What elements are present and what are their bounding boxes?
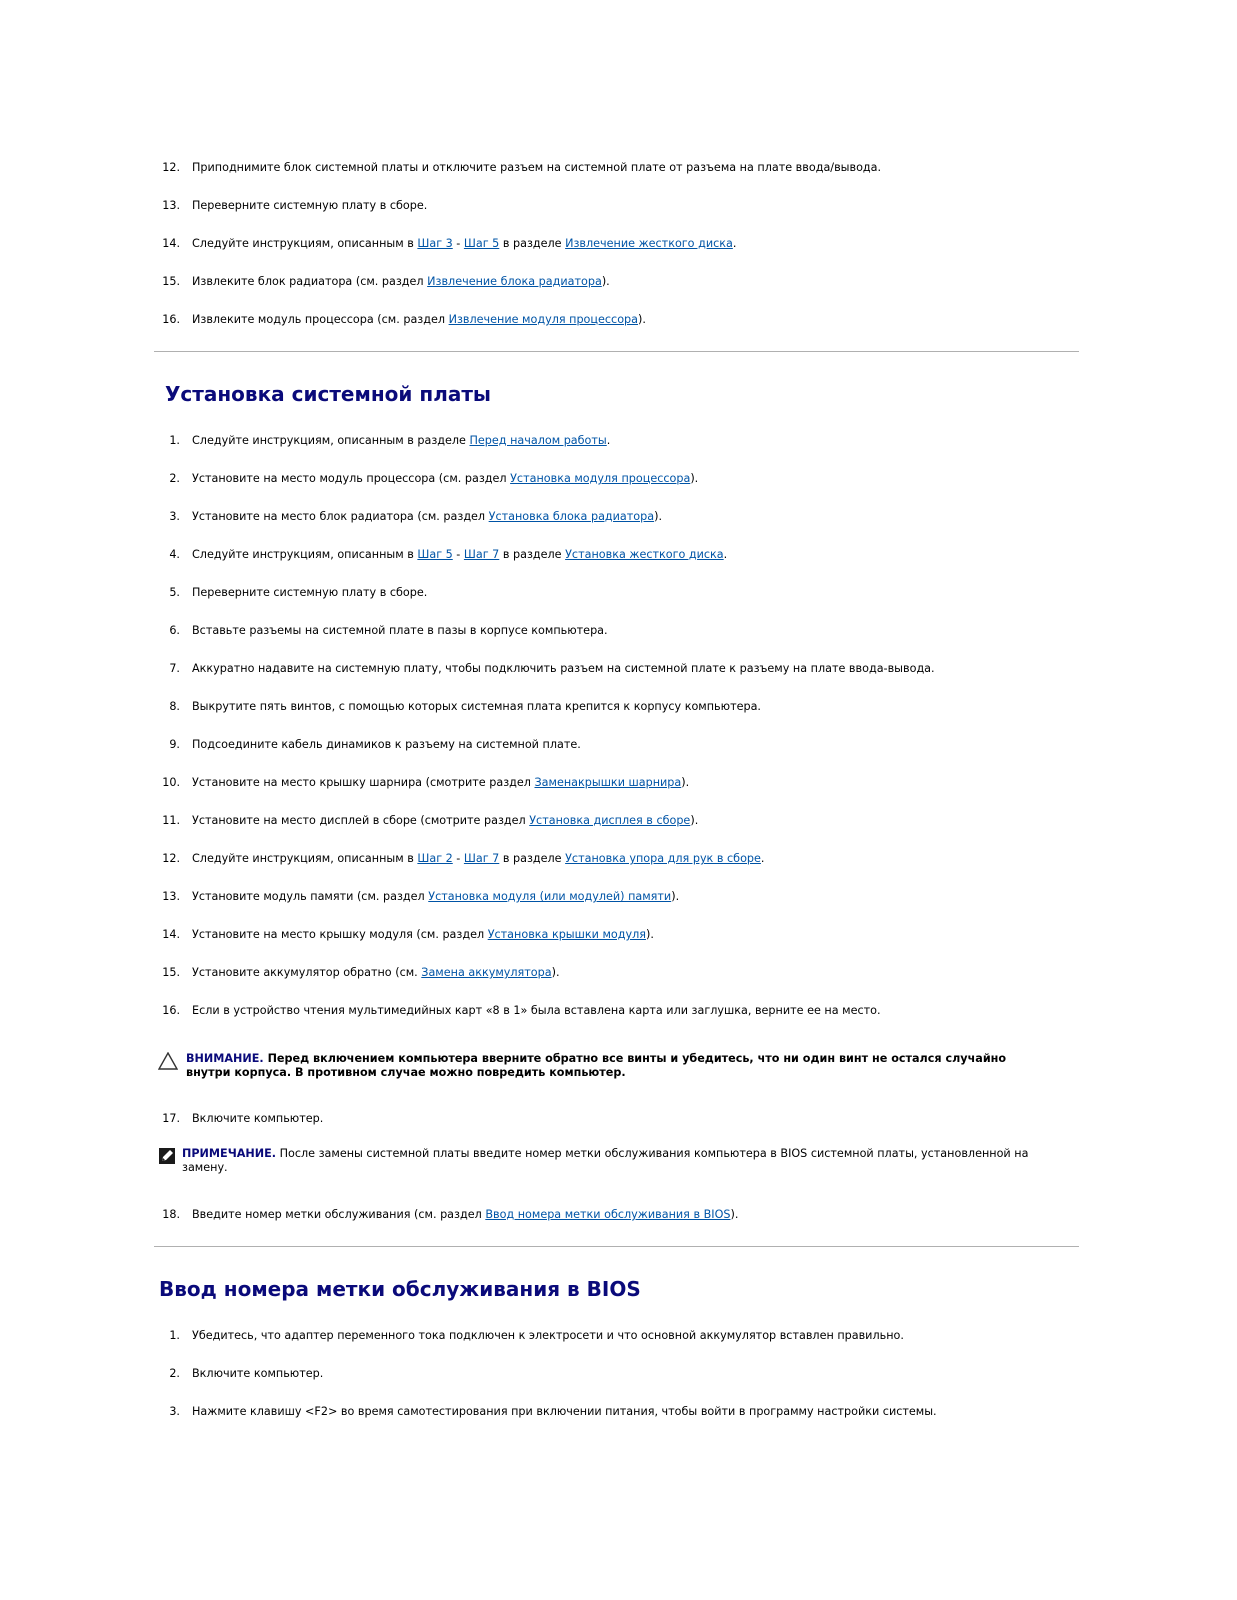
item-text: Если в устройство чтения мультимедийных карт «8 в 1» была вставлена карта или заглушка, верните ее на место. <box>192 1004 881 1017</box>
link-install-heatsink[interactable]: Установка блока радиатора <box>488 510 655 523</box>
item-text: Установите аккумулятор обратно (см. <box>192 966 422 979</box>
link-step-7[interactable]: Шаг 7 <box>463 852 500 865</box>
item-text: . <box>606 434 611 447</box>
note-pencil-icon <box>158 1147 176 1168</box>
link-remove-hdd[interactable]: Извлечение жесткого диска <box>565 237 733 250</box>
link-before-start[interactable]: Перед началом работы <box>469 434 607 447</box>
item-number: 16. <box>162 313 180 326</box>
item-number: 15. <box>162 275 180 288</box>
section-divider <box>154 351 1079 352</box>
item-number: 15. <box>162 966 180 979</box>
item-number: 13. <box>162 199 180 212</box>
item-text: ). <box>690 814 699 827</box>
item-text: Аккуратно надавите на системную плату, чтобы подключить разъем на системной плате к разъему на плате ввода-вывода. <box>192 662 935 675</box>
item-text: Выкрутите пять винтов, с помощью которых системная плата крепится к корпусу компьютера. <box>192 700 761 713</box>
item-number: 16. <box>162 1004 180 1017</box>
item-text: Приподнимите блок системной платы и отключите разъем на системной плате от разъема на плате ввода/вывода. <box>192 161 882 174</box>
link-step-5[interactable]: Шаг 5 <box>463 237 500 250</box>
link-install-palmrest[interactable]: Установка упора для рук в сборе <box>565 852 761 865</box>
note-text <box>182 1147 1032 1174</box>
item-text: - <box>452 237 464 250</box>
item-text: Подсоедините кабель динамиков к разъему на системной плате. <box>192 738 581 751</box>
item-text: ). <box>601 275 610 288</box>
item-text: Установите на место блок радиатора (см. раздел <box>192 510 489 523</box>
item-number: 2. <box>169 1367 180 1380</box>
link-remove-heatsink[interactable]: Извлечение блока радиатора <box>427 275 602 288</box>
item-number: 14. <box>162 928 180 941</box>
item-text: Вставьте разъемы на системной плате в пазы в корпусе компьютера. <box>192 624 608 637</box>
item-number: 17. <box>162 1112 180 1125</box>
item-text: Следуйте инструкциям, описанным в <box>192 852 418 865</box>
item-text: в разделе <box>499 852 566 865</box>
note-body: После замены системной платы введите номер метки обслуживания компьютера в BIOS системной платы, установленной на замену. <box>182 1147 1029 1174</box>
item-number: 12. <box>162 852 180 865</box>
item-text: в разделе <box>499 548 566 561</box>
item-text: ). <box>681 776 690 789</box>
item-number: 2. <box>169 472 180 485</box>
item-text: ). <box>654 510 663 523</box>
item-text: . <box>723 548 728 561</box>
item-text: Установите на место крышку модуля (см. раздел <box>192 928 488 941</box>
caution-body: Перед включением компьютера вверните обратно все винты и убедитесь, что ни один винт не остался случайно внутри корпуса. В противном случае можно повредить компьютер. <box>186 1052 1007 1079</box>
item-number: 3. <box>169 1405 180 1418</box>
item-text: Извлеките модуль процессора (см. раздел <box>192 313 449 326</box>
item-number: 14. <box>162 237 180 250</box>
item-text: ). <box>730 1208 739 1221</box>
item-text: . <box>760 852 765 865</box>
item-text: ). <box>551 966 560 979</box>
link-step-3[interactable]: Шаг 3 <box>417 237 453 250</box>
link-install-memory[interactable]: Установка модуля (или модулей) памяти <box>428 890 672 903</box>
item-text: Включите компьютер. <box>192 1367 324 1380</box>
caution-label: ВНИМАНИЕ. <box>186 1052 264 1065</box>
link-step-7[interactable]: Шаг 7 <box>463 548 500 561</box>
item-text: Переверните системную плату в сборе. <box>192 199 428 212</box>
item-number: 8. <box>169 700 180 713</box>
item-text: Включите компьютер. <box>192 1112 324 1125</box>
link-remove-cpu[interactable]: Извлечение модуля процессора <box>448 313 638 326</box>
link-install-cpu[interactable]: Установка модуля процессора <box>510 472 691 485</box>
item-text: . <box>732 237 737 250</box>
item-number: 11. <box>162 814 180 827</box>
item-text: ). <box>638 313 646 326</box>
item-number: 10. <box>162 776 180 789</box>
link-step-2[interactable]: Шаг 2 <box>417 852 453 865</box>
item-text: ). <box>690 472 699 485</box>
link-step-5[interactable]: Шаг 5 <box>417 548 453 561</box>
item-text: Следуйте инструкциям, описанным в разделе <box>192 434 470 447</box>
item-text: Установите на место модуль процессора (см. раздел <box>192 472 511 485</box>
item-text: - <box>452 548 464 561</box>
item-text: Следуйте инструкциям, описанным в <box>192 237 418 250</box>
item-number: 7. <box>169 662 180 675</box>
item-text: в разделе <box>499 237 566 250</box>
section-title-bios: Ввод номера метки обслуживания в BIOS <box>159 1277 641 1301</box>
item-number: 6. <box>169 624 180 637</box>
item-number: 12. <box>162 161 180 174</box>
link-hinge-cover[interactable]: Заменакрышки шарнира <box>534 776 682 789</box>
note-label: ПРИМЕЧАНИЕ. <box>182 1147 277 1160</box>
item-text: Извлеките блок радиатора (см. раздел <box>192 275 428 288</box>
link-bios-service-tag[interactable]: Ввод номера метки обслуживания в BIOS <box>485 1208 731 1221</box>
link-install-display[interactable]: Установка дисплея в сборе <box>529 814 691 827</box>
item-number: 9. <box>169 738 180 751</box>
item-number: 4. <box>169 548 180 561</box>
item-text: Следуйте инструкциям, описанным в <box>192 548 418 561</box>
caution-icon <box>158 1052 178 1073</box>
note-notice <box>158 1147 1038 1177</box>
item-text: ). <box>645 928 654 941</box>
link-install-hdd[interactable]: Установка жесткого диска <box>565 548 724 561</box>
item-text: Переверните системную плату в сборе. <box>192 586 428 599</box>
item-text: - <box>452 852 464 865</box>
item-text: Установите на место крышку шарнира (смотрите раздел <box>192 776 535 789</box>
item-text: Установите на место дисплей в сборе (смотрите раздел <box>192 814 530 827</box>
item-text: Введите номер метки обслуживания (см. раздел <box>192 1208 486 1221</box>
item-number: 3. <box>169 510 180 523</box>
item-number: 13. <box>162 890 180 903</box>
caution-notice <box>158 1052 1038 1082</box>
item-text: ). <box>671 890 680 903</box>
link-replace-battery[interactable]: Замена аккумулятора <box>421 966 552 979</box>
item-number: 1. <box>169 1329 180 1342</box>
item-text: Нажмите клавишу <F2> во время самотестирования при включении питания, чтобы войти в программу настройки системы. <box>192 1405 937 1418</box>
link-install-module-cover[interactable]: Установка крышки модуля <box>487 928 646 941</box>
item-text: Убедитесь, что адаптер переменного тока подключен к электросети и что основной аккумулятор вставлен правильно. <box>192 1329 904 1342</box>
item-text: Установите модуль памяти (см. раздел <box>192 890 429 903</box>
section-divider <box>154 1246 1079 1247</box>
item-number: 1. <box>169 434 180 447</box>
item-number: 18. <box>162 1208 180 1221</box>
section-title-install: Установка системной платы <box>165 382 492 406</box>
item-number: 5. <box>169 586 180 599</box>
caution-text <box>186 1052 1036 1079</box>
